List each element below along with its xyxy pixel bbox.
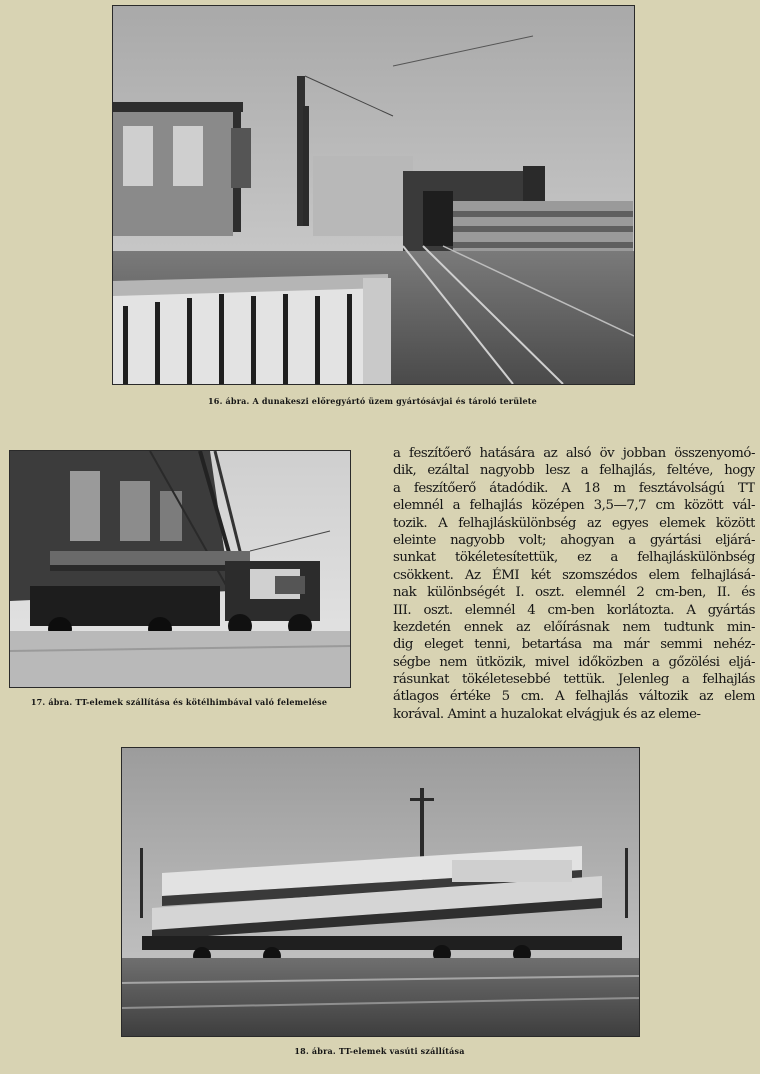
figure-18-image (122, 748, 639, 1036)
figure-18-caption (121, 1046, 638, 1056)
text-line: kezdetén ennek az előírásnak nem tudtunk min- (393, 619, 755, 635)
figure-16-caption (112, 396, 633, 406)
text-line: csökkent. Az ÉMI két szomszédos elem felhajlásá- (393, 567, 755, 583)
text-line: a feszítőerő átadódik. A 18 m fesztávolságú TT (393, 480, 755, 496)
text-line: tozik. A felhajláskülönbség az egyes elemek között (393, 515, 755, 531)
text-line: átlagos értéke 5 cm. A felhajlás változik az elem (393, 689, 755, 705)
text-line: sunkat tökéletesítettük, ez a felhajláskülönbség (393, 550, 755, 566)
figure-17-image (10, 451, 350, 687)
figure-18-photo (121, 747, 640, 1037)
figure-16-caption-text: A dunakeszi előregyártó üzem gyártósávjai és tároló területe (252, 396, 537, 406)
figure-16-photo (112, 5, 635, 385)
figure-16-image (113, 6, 634, 384)
text-line: nak különbségét I. oszt. elemnél 2 cm-ben, II. és (393, 585, 755, 601)
figure-17-number: 17. ábra. (30, 697, 73, 707)
figure-18-number: 18. ábra. (294, 1046, 336, 1056)
figure-16-number: 16. ábra. (208, 396, 250, 406)
body-text (393, 445, 755, 723)
text-line: dik, ezáltal nagyobb lesz a felhajlás, feltéve, hogy (393, 463, 755, 479)
text-line: rásunkat tökéletesebbé tettük. Jelenleg a felhajlás (393, 672, 755, 688)
figure-17-caption-text: TT-elemek szállítása és kötélhimbával való felemelése (75, 697, 328, 707)
text-line: III. oszt. elemnél 4 cm-ben korlátozta. A gyártás (393, 602, 755, 618)
text-line: korával. Amint a huzalokat elvágjuk és az eleme- (393, 706, 701, 722)
figure-18-caption-text: TT-elemek vasúti szállítása (338, 1046, 465, 1056)
text-line: eleinte nagyobb volt; ahogyan a gyártási eljárá- (393, 532, 755, 548)
text-line: dig eleget tenni, betartása ma már semmi nehéz- (393, 637, 755, 653)
figure-17-photo (9, 450, 351, 688)
figure-17-caption (4, 697, 354, 707)
text-line: a feszítőerő hatására az alsó öv jobban összenyomó- (393, 446, 755, 461)
text-line: ségbe nem ütközik, mivel időközben a gőzölési eljá- (393, 654, 755, 670)
text-line: elemnél a felhajlás középen 3,5—7,7 cm között vál- (393, 498, 755, 514)
